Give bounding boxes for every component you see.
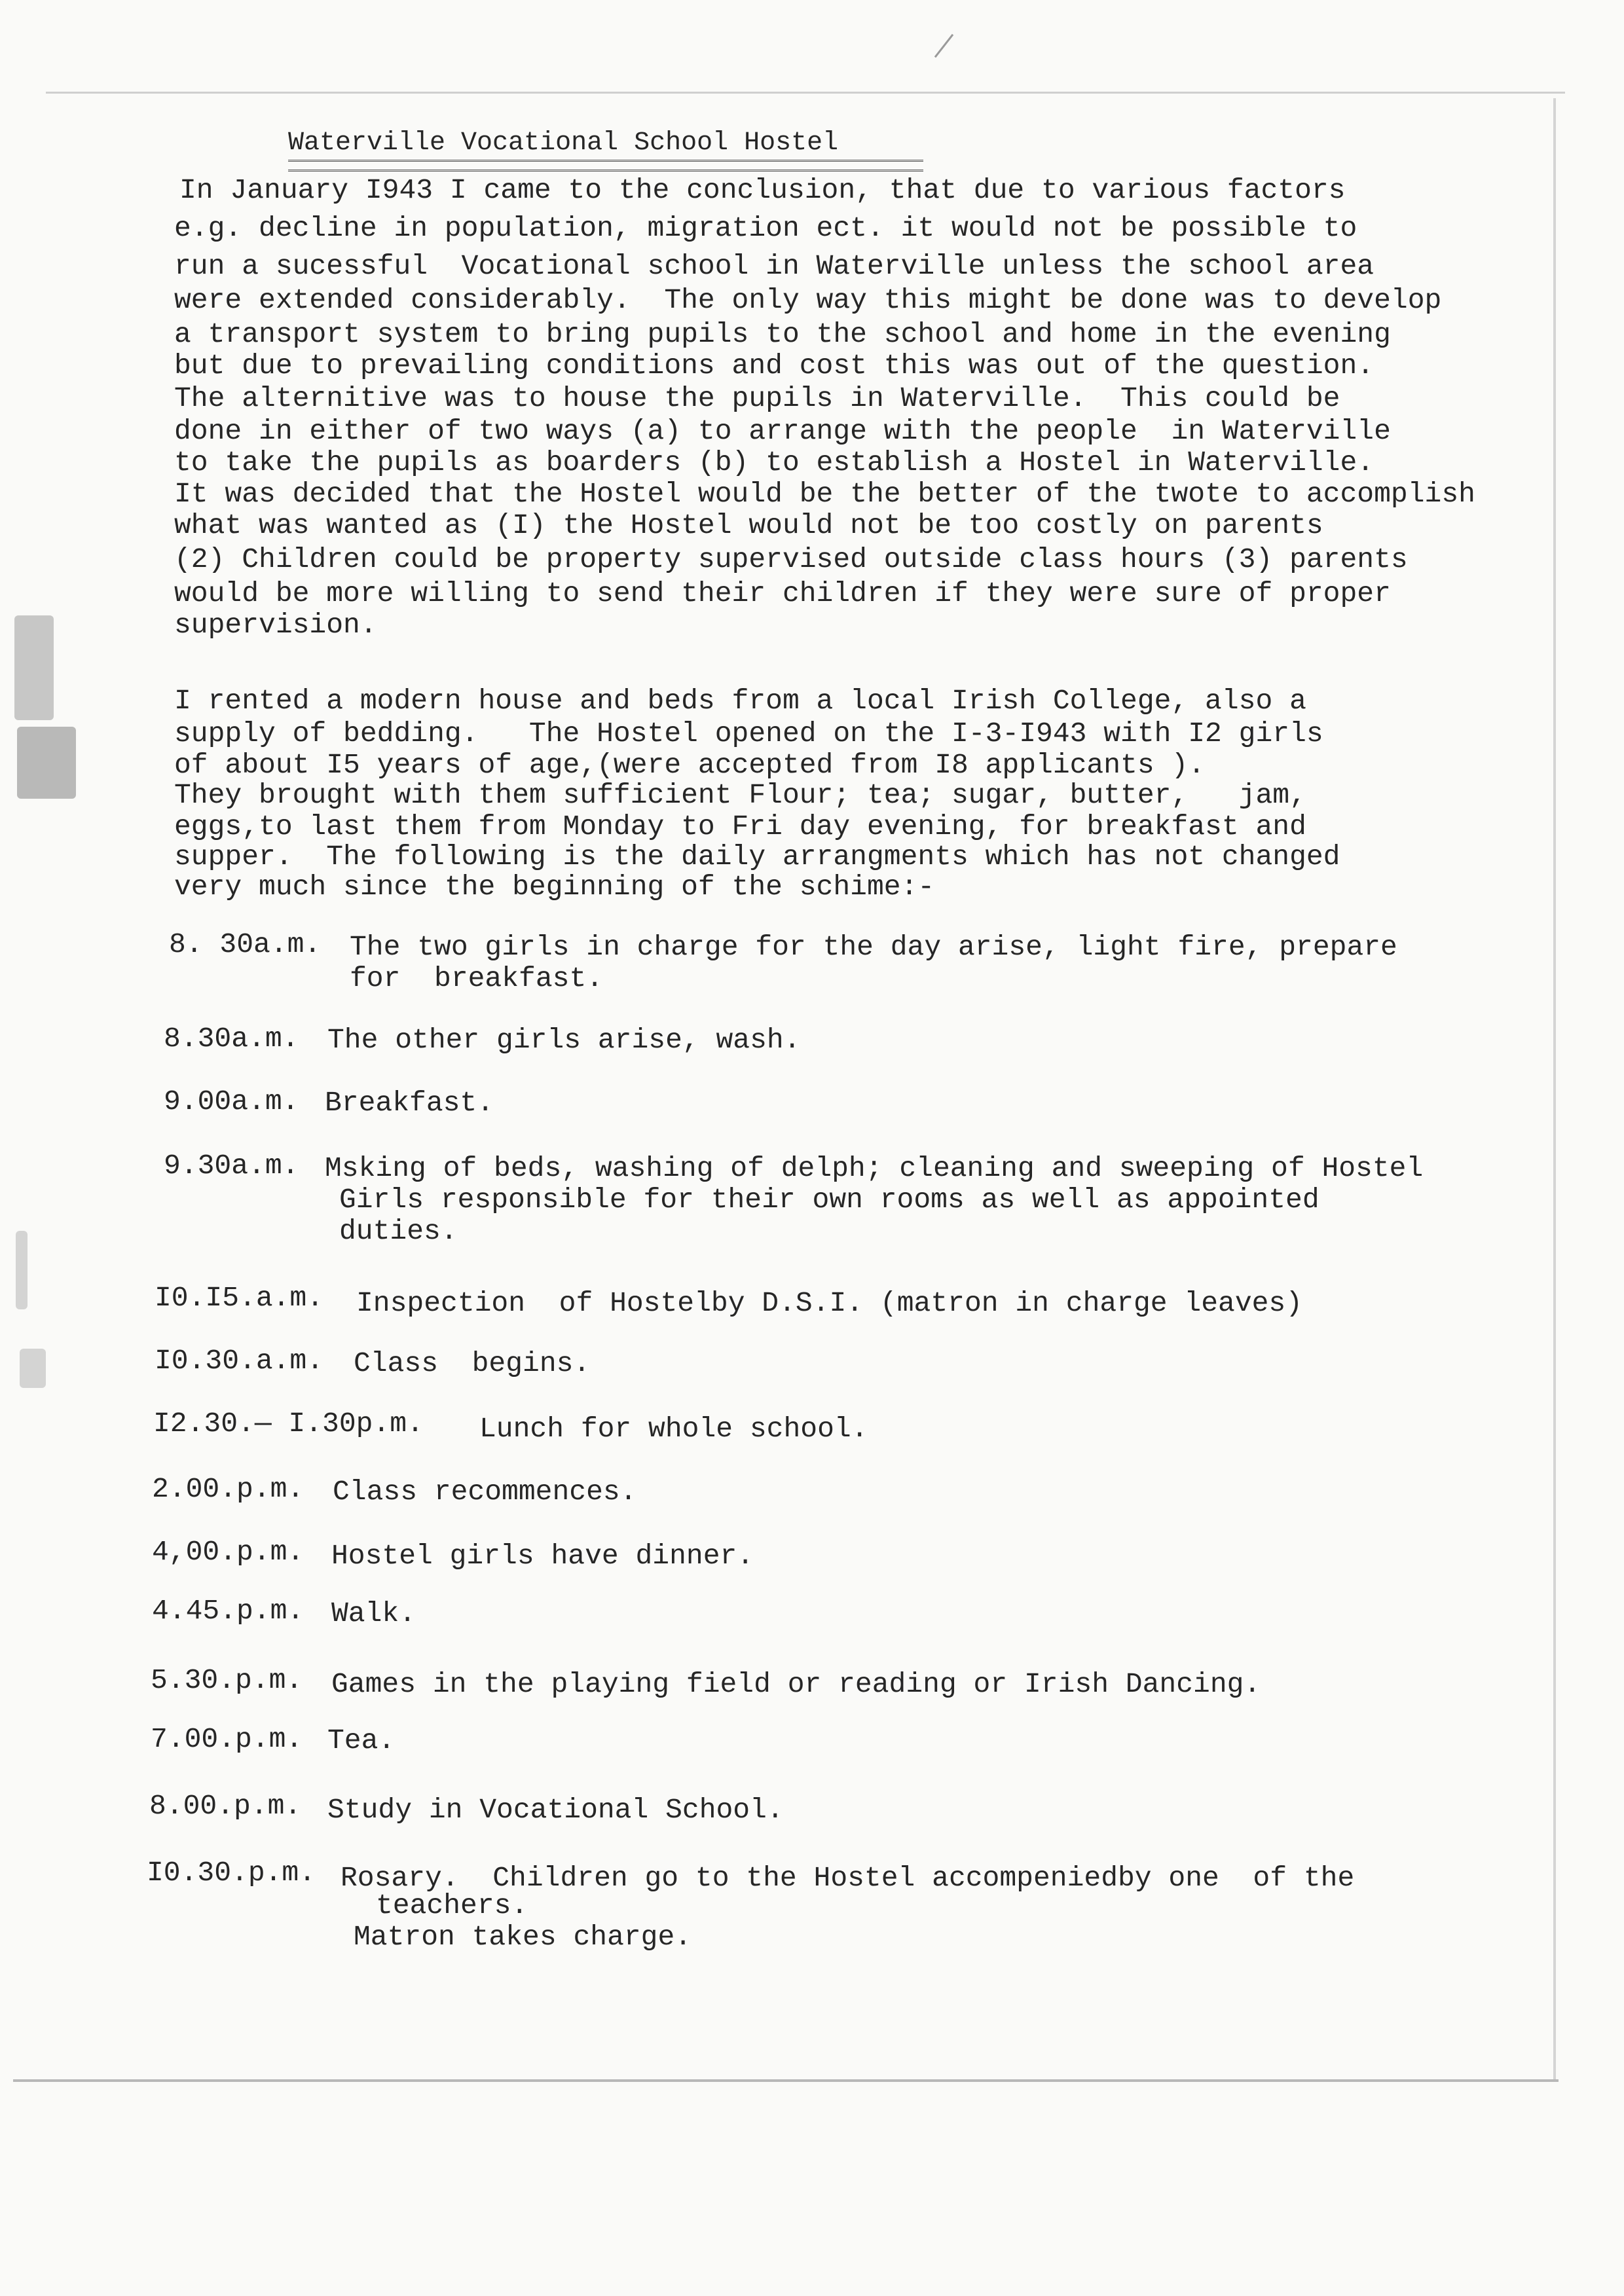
schedule-time: 2.00.p.m. [152, 1473, 304, 1505]
paragraph-2-line: of about I5 years of age,(were accepted from I8 applicants ). [174, 749, 1206, 781]
schedule-activity: Hostel girls have dinner. [331, 1540, 754, 1572]
schedule-activity: teachers. [376, 1889, 528, 1922]
schedule-activity: Inspection of Hostelby D.S.I. (matron in charge leaves) [356, 1287, 1303, 1319]
schedule-time: 7.00.p.m. [151, 1723, 303, 1755]
paragraph-1-line: but due to prevailing conditions and cost this was out of the question. [174, 350, 1375, 382]
schedule-activity: Lunch for whole school. [479, 1413, 868, 1445]
schedule-time: 8.30a.m. [164, 1023, 299, 1055]
schedule-time: 8. 30a.m. [169, 928, 322, 960]
schedule-time: 4.45.p.m. [152, 1595, 304, 1627]
title-underline [288, 160, 923, 172]
schedule-time: I2.30.— I.30p.m. [153, 1408, 424, 1440]
schedule-time: I0.30.p.m. [147, 1857, 316, 1889]
schedule-activity: Msking of beds, washing of delph; cleaning and sweeping of Hostel [325, 1152, 1424, 1184]
paragraph-1-line: to take the pupils as boarders (b) to establish a Hostel in Waterville. [174, 446, 1375, 479]
paragraph-2-line: eggs,to last them from Monday to Fri day evening, for breakfast and [174, 811, 1306, 843]
paragraph-1-line: would be more willing to send their children if they were sure of proper [174, 577, 1391, 610]
scan-artifact [16, 1231, 28, 1309]
schedule-activity: Class recommences. [333, 1476, 637, 1508]
schedule-activity: Study in Vocational School. [327, 1794, 784, 1826]
schedule-activity: Matron takes charge. [354, 1921, 692, 1953]
schedule-activity: The other girls arise, wash. [327, 1024, 801, 1056]
paragraph-1-line: (2) Children could be property supervised outside class hours (3) parents [174, 543, 1408, 575]
page-bottom-edge [13, 2079, 1559, 2082]
schedule-activity: Breakfast. [325, 1087, 494, 1119]
schedule-activity: Tea. [327, 1724, 396, 1757]
paragraph-1-line: done in either of two ways (a) to arrange with the people in Waterville [174, 415, 1391, 447]
paragraph-2-line: very much since the beginning of the schime:- [174, 871, 935, 903]
scan-artifact [20, 1349, 46, 1388]
torn-paper-mark [17, 727, 76, 799]
paragraph-1-line: a transport system to bring pupils to the school and home in the evening [174, 318, 1391, 350]
schedule-activity: Class begins. [354, 1347, 591, 1379]
paragraph-1-line: The alternitive was to house the pupils in Waterville. This could be [174, 382, 1340, 414]
paragraph-1-line: were extended considerably. The only way this might be done was to develop [174, 284, 1442, 316]
pencil-mark [934, 34, 953, 58]
paragraph-1-line: In January I943 I came to the conclusion, that due to various factors [179, 174, 1346, 206]
schedule-time: 4,00.p.m. [152, 1536, 304, 1568]
schedule-time: 9.30a.m. [164, 1150, 299, 1182]
schedule-activity: The two girls in charge for the day arise, light fire, prepare [350, 931, 1397, 963]
schedule-time: 5.30.p.m. [151, 1664, 303, 1696]
paragraph-1-line: what was wanted as (I) the Hostel would not be too costly on parents [174, 509, 1323, 541]
page-right-edge [1553, 98, 1556, 2082]
paragraph-1-line: run a sucessful Vocational school in Waterville unless the school area [174, 250, 1375, 282]
paragraph-2-line: They brought with them sufficient Flour; tea; sugar, butter, jam, [174, 779, 1306, 811]
schedule-time: I0.I5.a.m. [155, 1282, 324, 1314]
paragraph-2-line: supply of bedding. The Hostel opened on the I-3-I943 with I2 girls [174, 718, 1323, 750]
schedule-activity: Games in the playing field or reading or Irish Dancing. [331, 1668, 1261, 1700]
paragraph-2-line: I rented a modern house and beds from a local Irish College, also a [174, 685, 1306, 717]
schedule-time: 8.00.p.m. [149, 1790, 302, 1822]
schedule-activity: Walk. [331, 1597, 416, 1630]
paragraph-1-line: supervision. [174, 609, 377, 641]
paragraph-2-line: supper. The following is the daily arrangments which has not changed [174, 841, 1340, 873]
document-title: Waterville Vocational School Hostel [288, 128, 839, 158]
torn-paper-mark [14, 615, 54, 720]
paragraph-1-line: It was decided that the Hostel would be the better of the twote to accomplish [174, 478, 1475, 510]
paragraph-1-line: e.g. decline in population, migration ect. it would not be possible to [174, 212, 1357, 244]
schedule-activity: Rosary. Children go to the Hostel accompeniedby one of the [341, 1862, 1355, 1894]
schedule-activity: Girls responsible for their own rooms as well as appointed [339, 1184, 1320, 1216]
page-top-edge [46, 92, 1565, 94]
schedule-activity: for breakfast. [350, 962, 604, 994]
schedule-time: 9.00a.m. [164, 1085, 299, 1118]
schedule-time: I0.30.a.m. [155, 1345, 324, 1377]
schedule-activity: duties. [339, 1215, 458, 1247]
